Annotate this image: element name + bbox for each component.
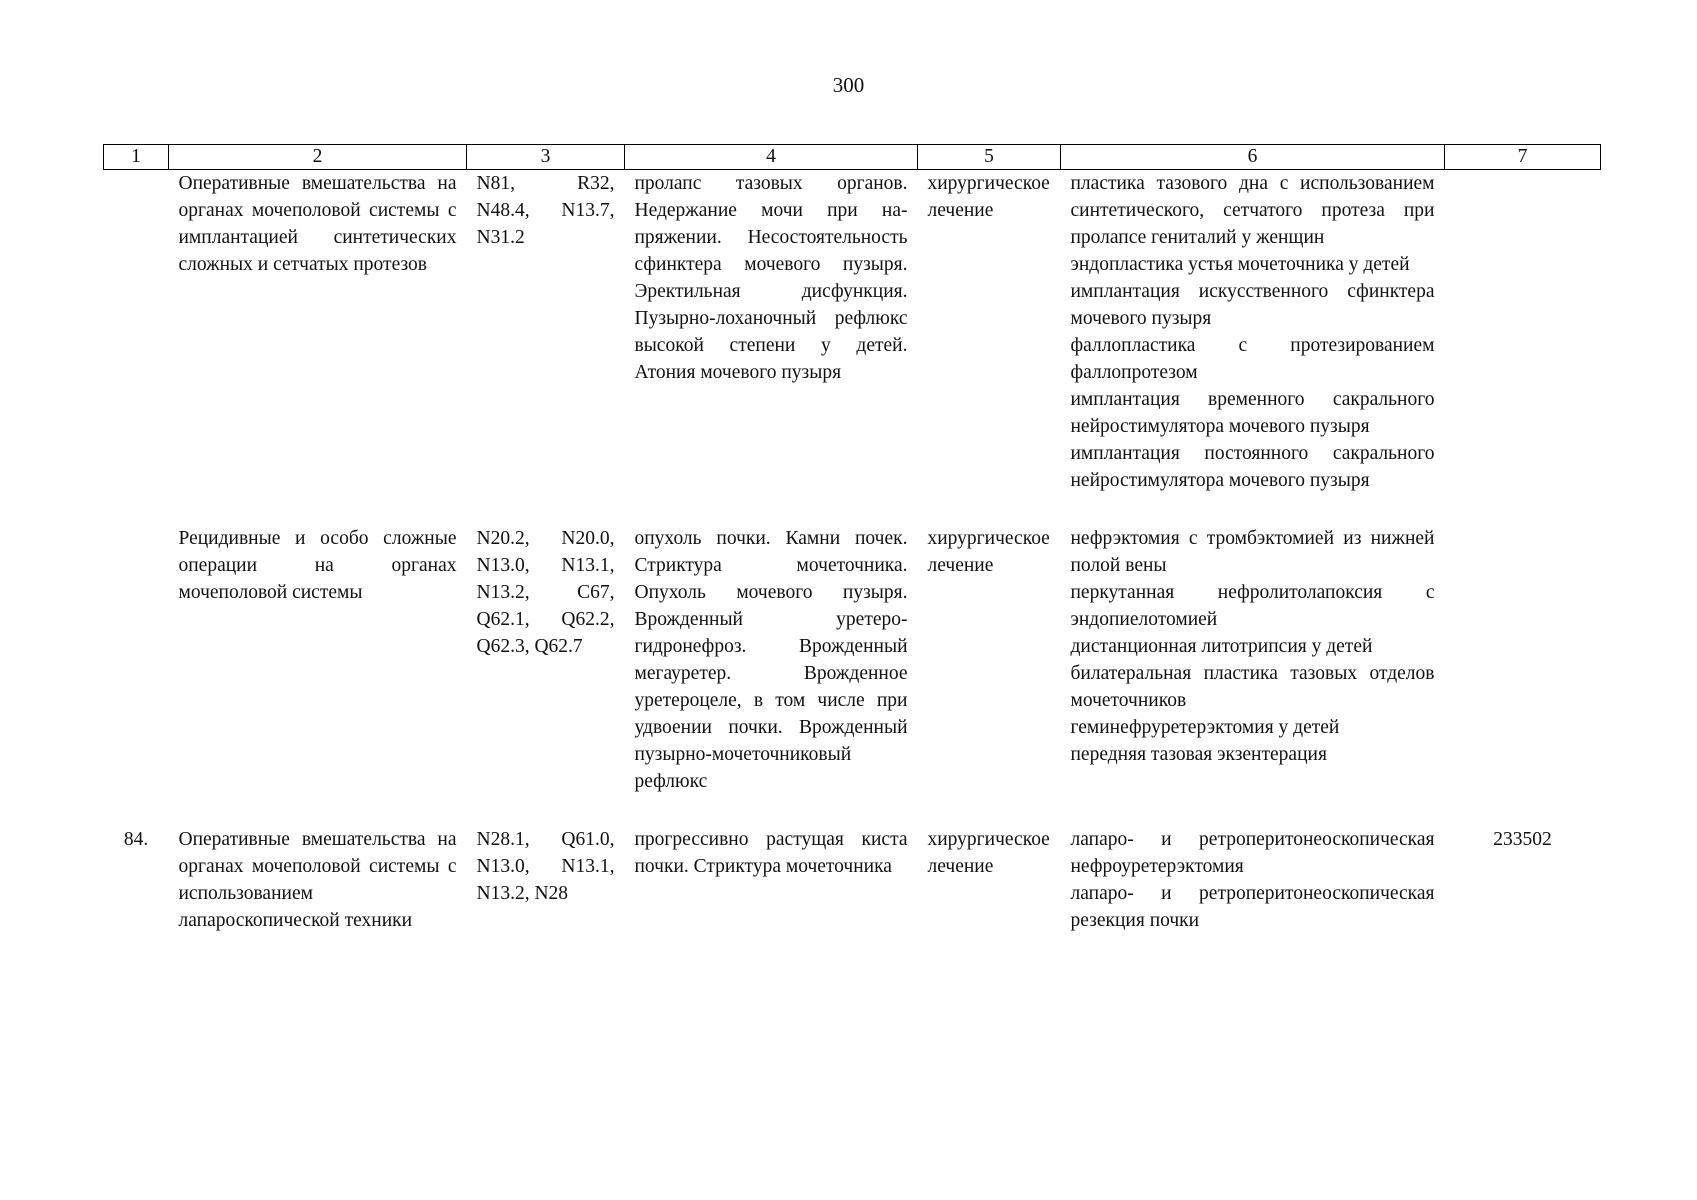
header-row	[104, 145, 1601, 170]
col-header-2: 2	[169, 145, 467, 170]
treatment-type: хирургическое лечение	[927, 528, 1050, 576]
row-number: 84.	[123, 829, 149, 850]
method-item: передняя тазовая экзентерация	[1070, 744, 1327, 765]
treatment-methods	[1061, 795, 1445, 934]
treatment-methods	[1061, 170, 1445, 495]
col-header-7: 7	[1445, 145, 1601, 170]
col-header-3: 3	[467, 145, 625, 170]
method-item: дистанционная литотрипсия у детей	[1070, 636, 1373, 657]
method-item: лапаро- и ретроперитонеоскопическая резекция почки	[1070, 883, 1435, 931]
col-header-5: 5	[918, 145, 1061, 170]
method-item: пластика тазового дна с использованием синтетического, сетчатого протеза при пролапсе гениталий у женщин	[1070, 173, 1435, 248]
method-item: лапаро- и ретроперитонеоскопическая нефроуретерэктомия	[1070, 829, 1435, 877]
col-header-6: 6	[1061, 145, 1445, 170]
method-item: имплантация искусственного сфинктера мочевого пузыря	[1070, 281, 1435, 329]
group-name: Оперативные вмешательства на органах мочеполовой системы с использованием лапароскопической техники	[178, 829, 457, 931]
method-item: имплантация временного сакрального нейростимулятора мочевого пузыря	[1070, 389, 1435, 437]
method-item: билатеральная пластика тазовых отделов мочеточников	[1070, 663, 1435, 711]
method-item: имплантация постоянного сакрального нейростимулятора мочевого пузыря	[1070, 443, 1435, 491]
group-name: Оперативные вмешательства на органах мочеполовой системы с имплантацией синтетических сложных и сетчатых протезов	[178, 173, 457, 275]
treatment-methods	[1061, 494, 1445, 795]
col-header-1: 1	[104, 145, 169, 170]
icd-codes: N20.2, N20.0, N13.0, N13.1, N13.2, C67, Q62.1, Q62.2, Q62.3, Q62.7	[476, 528, 615, 657]
diagnosis: опухоль почки. Камни почек. Стриктура мочеточника. Опухоль мочевого пузыря. Врожденный уретерогидронефроз. Врожденный мегауретер. Врожденное уретероцеле, в том числе при удвоении почки. Врожденный пузырно-мочеточниковый рефлюкс	[634, 528, 908, 792]
method-item: нефрэктомия с тромбэктомией из нижней полой вены	[1070, 528, 1435, 576]
table-row	[104, 795, 1601, 934]
col-header-4: 4	[625, 145, 918, 170]
table-row	[104, 170, 1601, 495]
method-item: фаллопластика с протезированием фаллопротезом	[1070, 335, 1435, 383]
treatment-type: хирургическое лечение	[927, 173, 1050, 221]
cost	[1445, 494, 1601, 795]
diagnosis: пролапс тазовых органов. Недержание мочи при напряжении. Несостоятельность сфинктера мочевого пузыря. Эректильная дисфункция. Пузырно-лоханочный рефлюкс высокой степени у детей. Атония мочевого пузыря	[634, 173, 908, 383]
group-name: Рецидивные и особо сложные операции на органах мочеполовой системы	[178, 528, 457, 603]
row-number	[104, 170, 169, 495]
row-number	[104, 494, 169, 795]
cost	[1445, 170, 1601, 495]
diagnosis: прогрессивно растущая киста почки. Стриктура мочеточника	[634, 829, 908, 877]
icd-codes: N28.1, Q61.0, N13.0, N13.1, N13.2, N28	[476, 829, 615, 904]
method-item: эндопластика устья мочеточника у детей	[1070, 254, 1410, 275]
method-item: перкутанная нефролитолапоксия с эндопиелотомией	[1070, 582, 1435, 630]
cost: 233502	[1493, 829, 1552, 850]
services-table	[103, 144, 1601, 934]
page-number: 300	[832, 73, 865, 97]
method-item: геминефруретерэктомия у детей	[1070, 717, 1340, 738]
treatment-type: хирургическое лечение	[927, 829, 1050, 877]
icd-codes: N81, R32, N48.4, N13.7, N31.2	[476, 173, 615, 248]
table-row	[104, 494, 1601, 795]
